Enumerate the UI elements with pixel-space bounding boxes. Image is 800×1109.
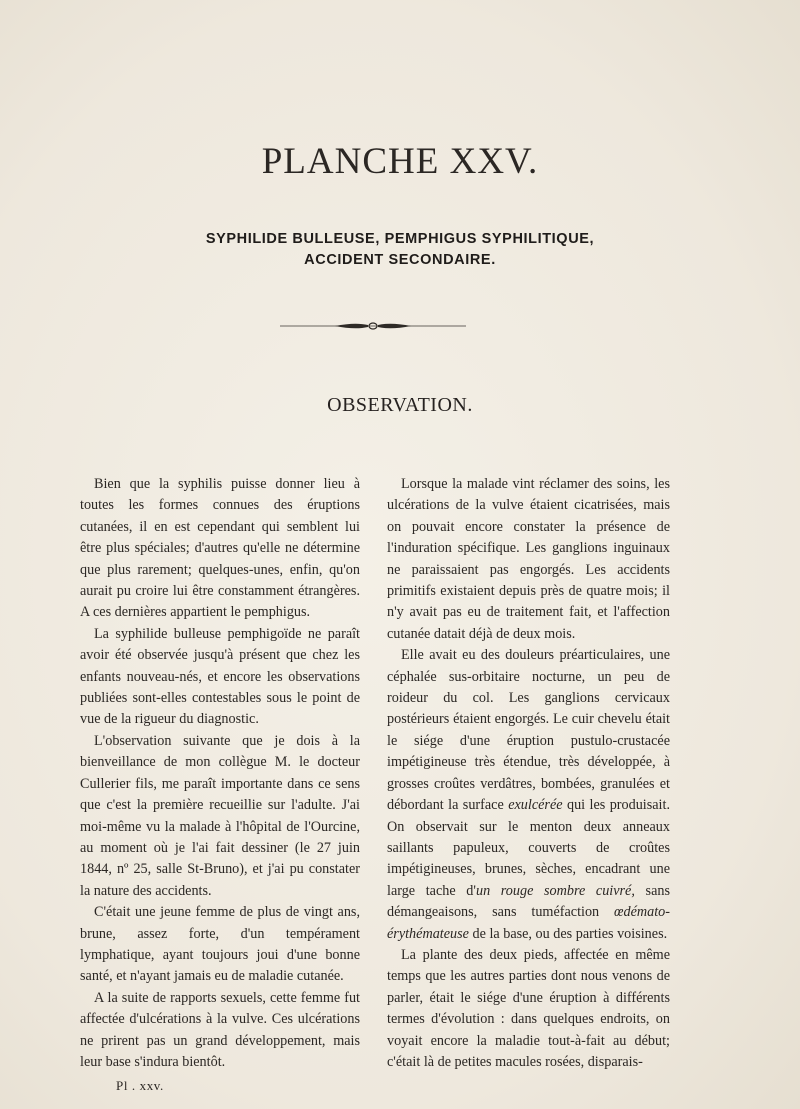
text-run: sans démangeaisons, sans tuméfaction [387,882,670,921]
ornamental-rule [280,319,466,333]
paragraph: A la suite de rapports sexuels, cette femme fut affectée d'ulcérations à la vulve. Ces ulcérations ne prirent pas un grand développement, mais leur base s'indura bientôt. [80,989,360,1070]
paragraph [387,645,670,945]
text-run: qui les produisait. On observait sur le menton deux anneaux saillants papuleux, couverts de croûtes impétigineuses, brunes, sèches, encadrant une large tache d' [387,797,670,899]
text-column-left [80,474,360,1097]
plate-signature: Pl . xxv. [116,1078,164,1094]
italic-term: œdémato-érythémateuse [387,904,670,942]
plate-title: PLANCHE XXV. [261,141,539,182]
italic-term: exulcérée [508,797,563,814]
subtitle-line-2: ACCIDENT SECONDAIRE. [304,252,496,268]
text-run: Elle avait eu des douleurs préarticulaires, une céphalée sus-orbitaire nocturne, un peu de roideur du col. Les ganglions cervicaux postérieurs étaient engorgés. Le cuir chevelu était le siége d'une éruption pustulo-crustacée impétigineuse très étendue, très développée, à grosses croûtes verdâtres, bombées, granulées et débordant la surface [387,647,670,814]
text-column-right [387,474,670,1073]
paragraph: La plante des deux pieds, affectée en même temps que les autres parties dont nous venons de parler, était le siége d'une éruption à différents termes d'évolution : dans quelques endroits, on voyait encore la maladie tout-à-fait au début; c'était là de petites macules rosées, disparais- [387,946,670,1070]
italic-term: un rouge sombre cuivré, [475,882,635,899]
subtitle-line-1: SYPHILIDE BULLEUSE, PEMPHIGUS SYPHILITIQUE, [205,231,595,247]
text-run: de la base, ou des parties voisines. [468,925,668,942]
paragraph: Lorsque la malade vint réclamer des soins, les ulcérations de la vulve étaient cicatrisées, mais on pouvait encore constater la présence de l'induration spécifique. Les ganglions inguinaux ne paraissaient pas engorgés. Les accidents primitifs existaient depuis près de quatre mois; il n'y avait pas eu de traitement fait, et l'affection cutanée datait déjà de deux mois. [387,476,670,642]
paragraph: C'était une jeune femme de plus de vingt ans, brune, assez forte, d'un tempérament lymphatique, ayant toujours joui d'une bonne santé, et n'ayant jamais eu de maladie cutanée. [80,904,360,985]
plate-subtitle [0,229,800,271]
paragraph: L'observation suivante que je dois à la bienveillance de mon collègue M. le docteur Cullerier fils, me paraît importante dans ce sens que c'est la première recueillie sur l'adulte. J'ai moi-même vu la malade à l'hôpital de l'Ourcine, au moment où je l'ai fait dessiner (le 27 juin 1844, nº 25, salle St-Bruno), et j'ai pu constater la nature des accidents. [80,732,360,899]
paragraph: La syphilide bulleuse pemphigoïde ne paraît avoir été observée jusqu'à présent que chez les enfants nouveau-nés, et encore les observations publiées sont-elles contestables sous le point de vue de la rigueur du diagnostic. [80,625,360,728]
section-heading: OBSERVATION. [327,394,473,416]
paragraph: Bien que la syphilis puisse donner lieu à toutes les formes connues des éruptions cutanées, il en est cependant qui semblent lui être plus spéciales; d'autres qu'elle ne détermine que plus rarement; quelques-unes, enfin, qu'on aurait pu croire lui être constamment étrangères. A ces dernières appartient le pemphigus. [80,476,360,621]
